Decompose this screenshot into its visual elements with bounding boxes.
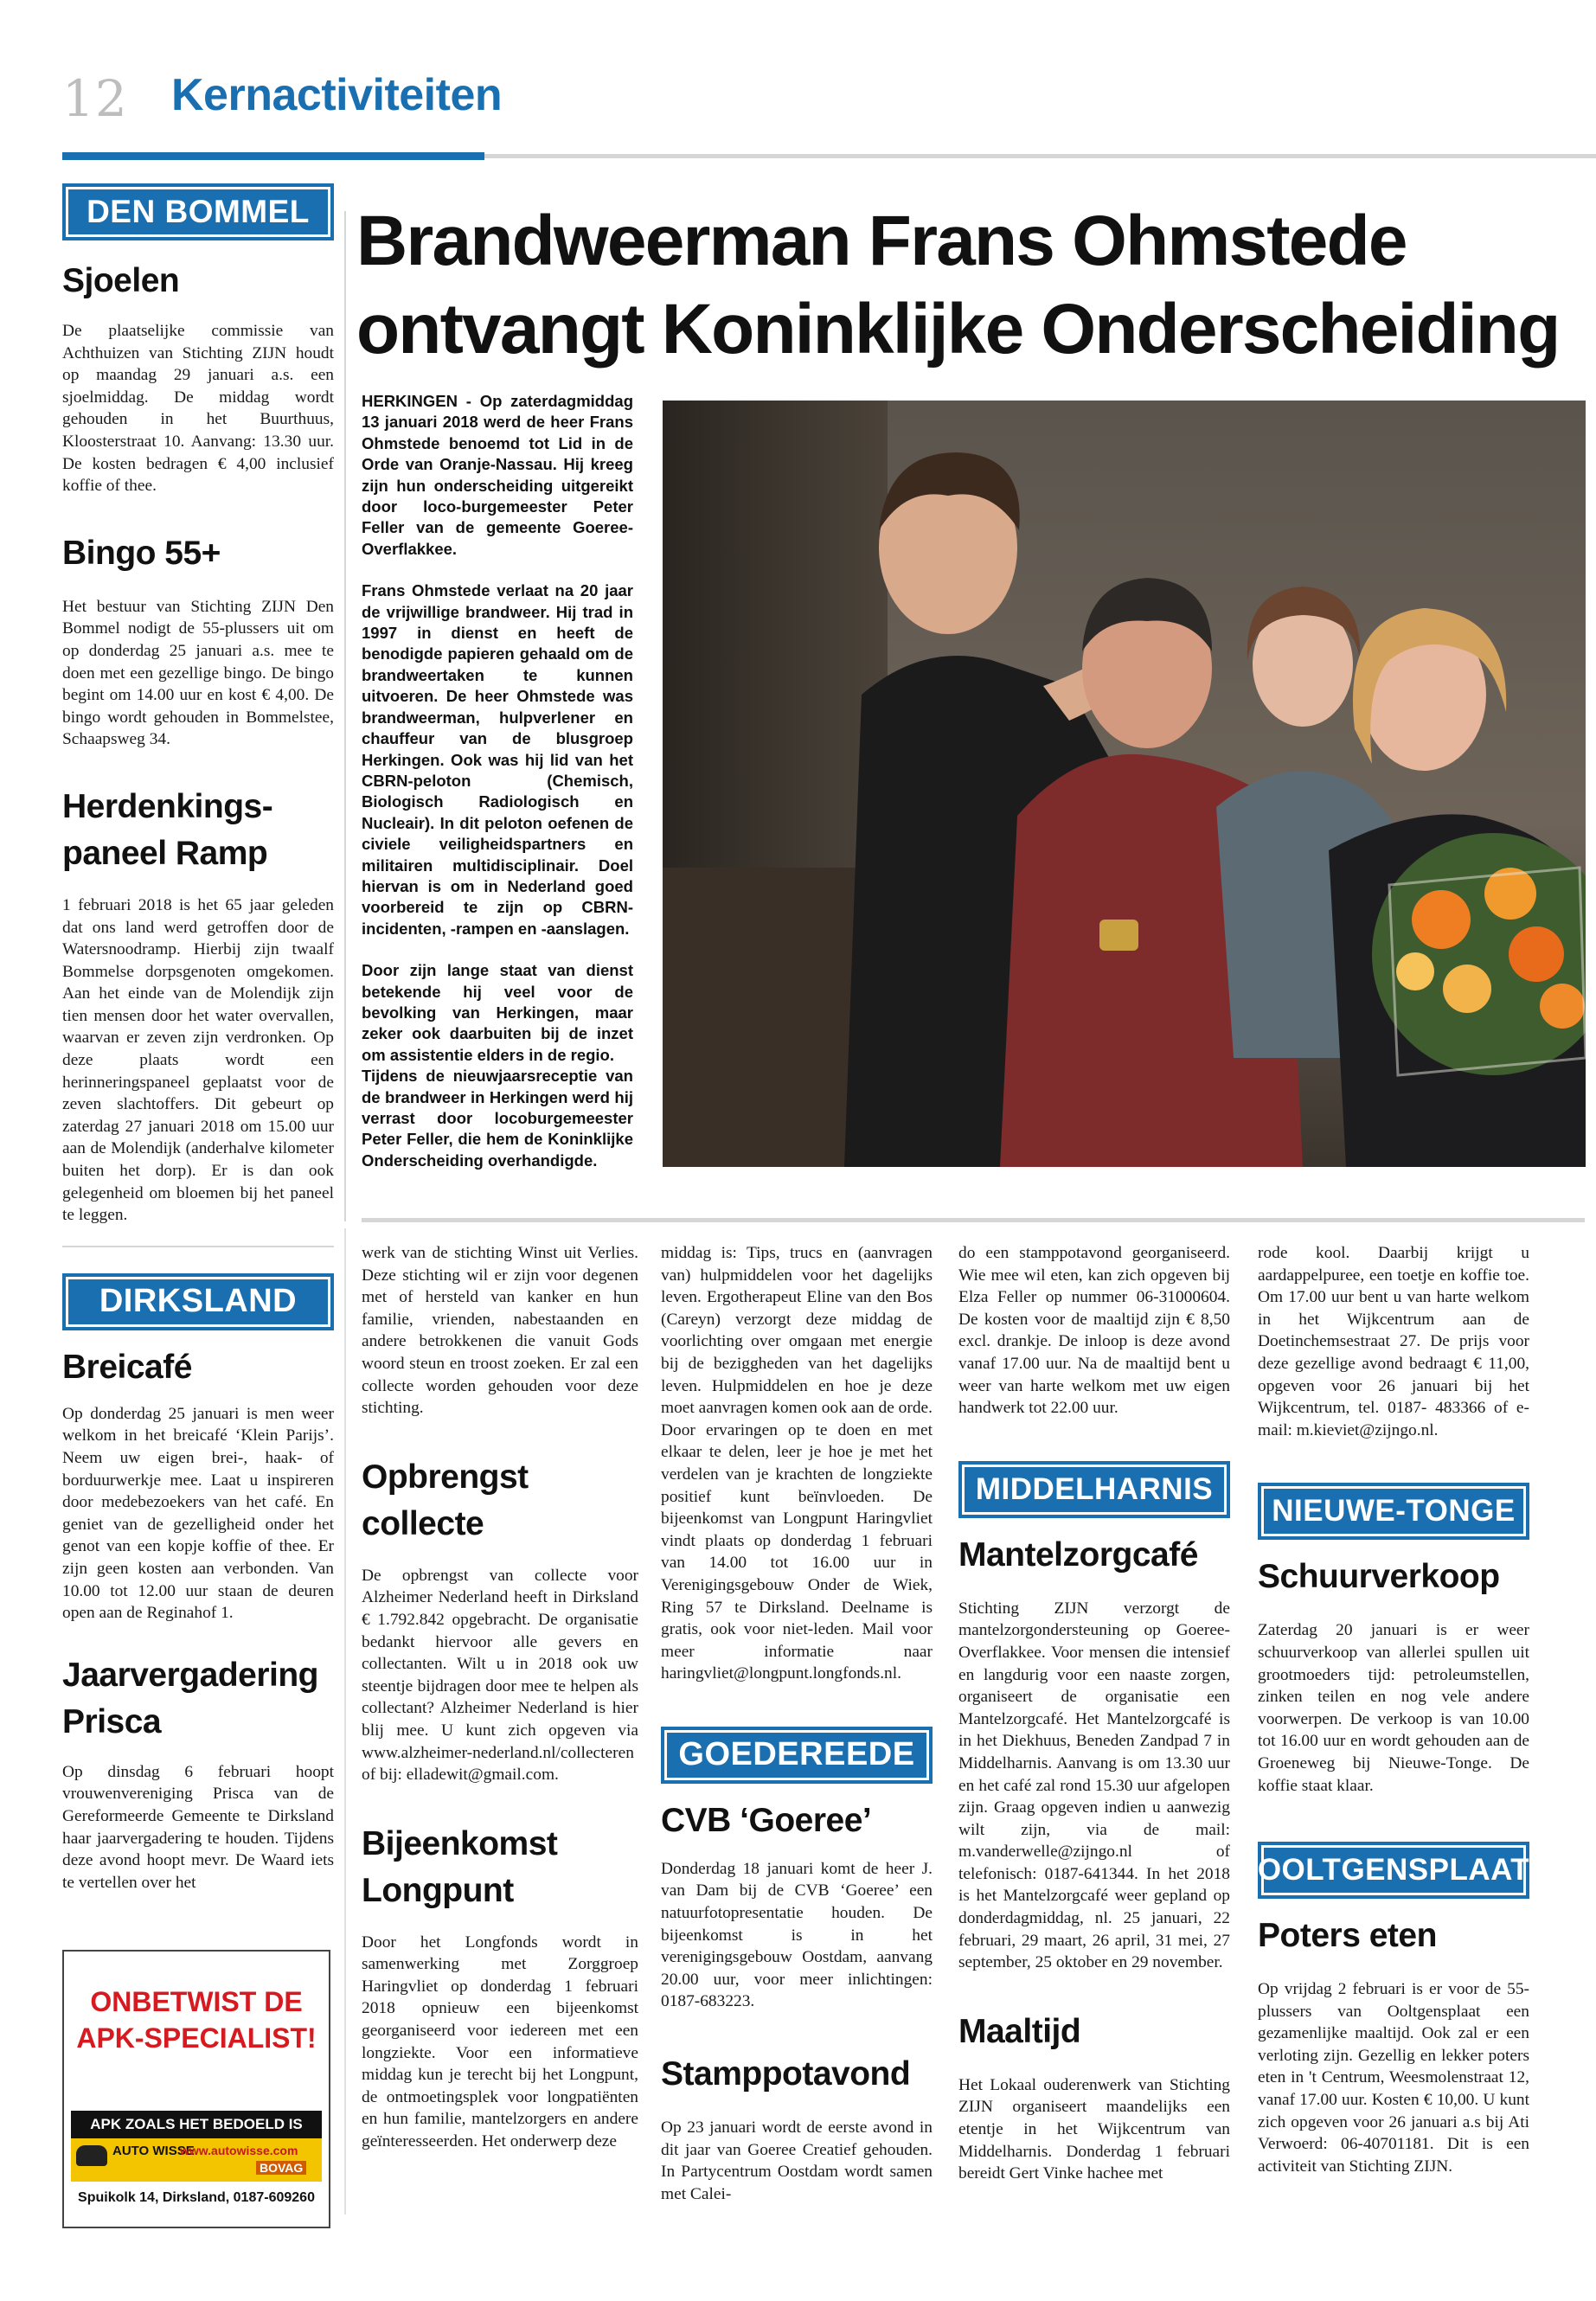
article-body-poters: Op vrijdag 2 februari is er voor de 55-plussers van Ooltgensplaat een gezamenlijke maaltijd. Ook zal er een verloting zijn. Gezellig en lekker poters eten in 't Centrum, Weesmolenstraat 12, vanaf 17.00 uur. Kosten € 10,00. U kunt zich opgeven voor 26 januari a.s bij Ati Verwoerd: 06-40701181. Dit is een activiteit van Stichting ZIJN.	[1258, 1980, 1529, 2176]
ad-brand: AUTO WISSE	[112, 2144, 195, 2158]
column-4	[958, 1242, 1230, 2185]
article-body-mantelzorg: Stichting ZIJN verzorgt de mantelzorgondersteuning op Goeree-Overflakkee. Voor mensen die intensief en langdurig voor een naaste zorgen, organiseert de organisatie een Mantelzorgcafé. Het Mantelzorgcafé is in het Diekhuus, Beneden Zandpad 7 in Middelharnis. Aanvang is om 13.30 uur en het café zal rond 15.30 uur afgelopen zijn. Graag opgeven indien u aanwezig wilt zijn, via de mail: m.vanderwelle@zijngo.nl of telefonisch: 0187-641344. In het 2018 is het Mantelzorgcafé weer gepland op donderdagmiddag, nl. 25 januari, 22 februari, 29 maart, 26 april, 31 mei, 27 september, 25 oktober en 29 november.	[958, 1599, 1230, 1972]
ad-partner: BOVAG	[256, 2161, 306, 2175]
continuation-text: do een stamppotavond georganiseerd. Wie mee wil eten, kan zich opgeven bij Elza Feller op nummer 06-31000604. De kosten voor de maaltijd zijn € 8,50 excl. drankje. De inloop is deze avond vanaf 17.00 uur. Na de maaltijd bent u weer van harte welkom met uw eigen handwerk tot 22.00 uur.	[958, 1244, 1230, 1418]
article-title-opbrengst-2: collecte	[362, 1504, 484, 1542]
headline-line-2: ontvangt Koninklijke Onderscheiding	[356, 290, 1560, 369]
article-body-herdenking: 1 februari 2018 is het 65 jaar geleden dat ons land werd getroffen door de Watersnoodramp. Hierbij zijn twaalf Bommelse dorpsgenoten omgekomen. Aan het einde van de Molendijk zijn tien mensen door het water overvallen, waarvan er zeven zijn verdronken. Op deze plaats wordt een herinneringspaneel geplaatst voor de zeven slachtoffers. Dit gebeurt op zaterdag 27 januari 2018 om 15.00 uur aan de Molendijk (anderhalve kilometer buiten het dorp). Er is dan ook gelegenheid om bloemen bij het paneel te leggen.	[62, 895, 334, 1225]
ad-banner: APK ZOALS HET BEDOELD IS	[71, 2111, 322, 2138]
body-paragraph: Tijdens de nieuwjaarsreceptie van de brandweer in Herkingen werd hij verrast door locoburgemeester Peter Feller, die hem de Koninklijke Onderscheiding overhandigde.	[362, 1067, 633, 1170]
continuation-text: rode kool. Daarbij krijgt u aardappelpuree, een toetje en koffie toe. Om 17.00 uur bent u van harte welkom in het Wijkcentrum aan de Doetinchemsestraat 27. De prijs voor deze gezellige avond bedraagt € 11,00, opgeven voor 26 januari bij het Wijkcentrum, tel. 0187- 483366 of e-mail: m.kieviet@zijngo.nl.	[1258, 1244, 1529, 1439]
article-title-bijeenkomst-1: Bijeenkomst	[362, 1824, 558, 1862]
column-rule	[344, 1228, 346, 2214]
article-title-poters: Poters eten	[1258, 1917, 1437, 1955]
article-title-stamppot: Stamppotavond	[661, 2055, 911, 2093]
header-rule-accent	[62, 152, 484, 160]
article-body-schuurverkoop: Zaterdag 20 januari is er weer schuurverkoop van allerlei spullen uit grootmoeders tijd: petroleumstellen, zinken teilen en nog vele andere voorwerpen. De verkoop is van 10.00 tot 16.00 uur en wordt gehouden aan de Groeneweg bij Nieuwe-Tonge. De koffie staat klaar.	[1258, 1621, 1529, 1795]
body-paragraph: Door zijn lange staat van dienst betekende hij veel voor de bevolking van Herkingen, maar zeker ook daarbuiten bij de inzet om assistentie elders in de regio.	[362, 961, 633, 1064]
article-title-cvb: CVB ‘Goeree’	[661, 1801, 872, 1839]
article-body-sjoelen: De plaatselijke commissie van Achthuizen van Stichting ZIJN houdt op maandag 29 januari a.s. een sjoelmiddag. De middag wordt gehouden in het Buurthuus, Kloosterstraat 10. Aanvang: 13.30 uur. De kosten bedragen € 4,00 inclusief koffie of thee.	[62, 322, 334, 496]
article-title-herdenking-1: Herdenkings-	[62, 787, 273, 825]
continuation-text: middag is: Tips, trucs en (aanvragen van) hulpmiddelen voor het dagelijks leven. Ergotherapeut Eline van den Bos (Careyn) verzorgt deze middag de voorlichting over omgaan met energie bij de beziggheden van het dagelijks leven. Hulpmiddelen en hoe je deze moet aanvragen komen ook aan de orde. Door ervaringen op te doen en met elkaar te delen, leer je hoe je met het verdelen van je krachten de longziekte positief kunt beïnvloeden. De bijeenkomst van Longpunt Haringvliet vindt plaats op donderdag 1 februari van 14.00 tot 16.00 uur in Verenigingsgebouw Onder de Wiek, Ring 57 te Dirksland. Deelname is gratis, ook voor niet-leden. Mail voor meer informatie naar haringvliet@longpunt.longfonds.nl.	[661, 1244, 933, 1683]
article-title-bingo: Bingo 55+	[62, 534, 221, 572]
header-rule	[484, 154, 1596, 158]
ad-brand-strip	[71, 2138, 322, 2182]
article-body-cvb: Donderdag 18 januari komt de heer J. van Dam bij de CVB ‘Goeree’ een natuurfotopresentatie houden. De bijeenkomst is in het verenigingsgebouw Oostdam, aanvang 20.00 uur, voor meer inlichtingen: 0187-683223.	[661, 1859, 933, 2011]
column-5	[1258, 1242, 1529, 2177]
article-title-jaarvergadering-2: Prisca	[62, 1702, 162, 1740]
ad-headline-2: APK-SPECIALIST!	[76, 2022, 317, 2054]
continuation-text: werk van de stichting Winst uit Verlies. Deze stichting wil er zijn voor degenen met of hersteld van kanker en hun familie, vrienden, nabestaanden en andere betrokkenen die vanuit Gods woord steun en troost zoeken. Er zal een collecte worden gehouden voor deze stichting.	[362, 1244, 638, 1418]
body-paragraph: Frans Ohmstede verlaat na 20 jaar de vrijwillige brandweer. Hij trad in 1997 in dienst en heeft de benodigde papieren gehaald om de brandweertaken te kunnen uitvoeren. De heer Ohmstede was brandweerman, hulpverlener en chauffeur van de blusgroep Herkingen. Ook was hij lid van het CBRN-peloton (Chemisch, Biologisch Radiologisch en Nucleair). In dit peloton oefenen de civiele veiligheidspartners en militairen multidisciplinair. Doel hiervan is om in Nederland goed voorbereid te zijn op CBRN-incidenten, -rampen en -aanslagen.	[362, 581, 633, 938]
article-body-stamppot: Op 23 januari wordt de eerste avond in dit jaar van Goeree Creatief gehouden. In Partycentrum Oostdam wordt samen met Calei-	[661, 2118, 933, 2203]
ad-headline-1: ONBETWIST DE	[90, 1986, 303, 2017]
article-title-sjoelen: Sjoelen	[62, 262, 180, 299]
article-photo	[663, 401, 1586, 1167]
article-title-breicafe: Breicafé	[62, 1348, 192, 1386]
headline-line-1: Brandweerman Frans Ohmstede	[356, 202, 1407, 280]
main-headline	[356, 197, 1585, 374]
region-goedereede: GOEDEREEDE	[661, 1727, 933, 1784]
region-nieuwe-tonge: NIEUWE-TONGE	[1258, 1483, 1529, 1540]
page-number: 12	[62, 69, 128, 128]
column-3	[661, 1242, 933, 2205]
main-article-body	[362, 391, 633, 1171]
car-icon	[76, 2145, 107, 2166]
article-title-opbrengst-1: Opbrengst	[362, 1458, 529, 1496]
column-rule	[344, 211, 346, 1221]
article-body-opbrengst: De opbrengst van collecte voor Alzheimer Nederland heeft in Dirksland € 1.792.842 opgebracht. De organisatie bedankt hiervoor alle gevers en collectanten. Wilt u in 2018 ook uw steentje bijdragen door mee te helpen als collectant? Alzheimer Nederland is hier blij mee. U kunt zich opgeven via www.alzheimer-nederland.nl/collecteren of bij: elladewit@gmail.com.	[362, 1566, 638, 1785]
region-ooltgensplaat: OOLTGENSPLAAT	[1258, 1842, 1529, 1899]
advertisement[interactable]	[62, 1950, 330, 2228]
divider	[62, 1246, 334, 1247]
article-title-schuurverkoop: Schuurverkoop	[1258, 1558, 1500, 1596]
ad-address: Spuikolk 14, Dirksland, 0187-609260	[78, 2190, 315, 2205]
article-body-breicafe: Op donderdag 25 januari is men weer welkom in het breicafé ‘Klein Parijs’. Neem uw eigen brei-, haak- of borduurwerkje mee. Laat u inspireren door medebezoekers van het café. En geniet van de gezelligheid onder het genot van een kopje koffie of thee. Er zijn geen kosten aan verbonden. Van 10.00 tot 12.00 uur staan de deuren open aan de Reginahof 1.	[62, 1404, 334, 1623]
article-title-jaarvergadering-1: Jaarvergadering	[62, 1656, 318, 1694]
article-body-bingo: Het bestuur van Stichting ZIJN Den Bommel nodigt de 55-plussers uit om op donderdag 25 januari a.s. mee te doen met een gezellige bingo. De bingo begint om 14.00 uur en kost € 4,00. De bingo wordt gehouden in Bommelstee, Schaapsweg 34.	[62, 597, 334, 749]
region-middelharnis: MIDDELHARNIS	[958, 1461, 1230, 1518]
article-title-mantelzorg: Mantelzorgcafé	[958, 1535, 1198, 1574]
left-column	[62, 183, 334, 1894]
article-divider	[362, 1218, 1585, 1222]
article-body-jaarvergadering: Op dinsdag 6 februari hoopt vrouwenvereniging Prisca van de Gereformeerde Gemeente te Dirksland haar jaarvergadering te houden. Tijdens deze avond hoopt mevr. De Waard iets te vertellen over het	[62, 1762, 334, 1892]
column-2	[362, 1242, 638, 2153]
article-body-maaltijd: Het Lokaal ouderenwerk van Stichting ZIJN organiseert maandelijks een etentje in het Wijkcentrum van Middelharnis. Donderdag 1 februari bereidt Gert Vinke hachee met	[958, 2075, 1230, 2183]
ad-website: www.autowisse.com	[180, 2144, 298, 2157]
article-title-herdenking-2: paneel Ramp	[62, 834, 268, 872]
section-title: Kernactiviteiten	[171, 70, 503, 120]
article-body-bijeenkomst: Door het Longfonds wordt in samenwerking met Zorggroep Haringvliet op donderdag 1 februari 2018 opnieuw een bijeenkomst georganiseerd voor iedereen met een longziekte. Voor een informatieve middag kun je terecht bij het Longpunt, de ontmoetingsplek voor longpatiënten en hun familie, mantelzorgers en andere geïnteresseerden. Het onderwerp deze	[362, 1932, 638, 2151]
intro-paragraph: HERKINGEN - Op zaterdagmiddag 13 januari 2018 werd de heer Frans Ohmstede benoemd tot Lid in de Orde van Oranje-Nassau. Hij kreeg zijn hun onderscheiding uitgereikt door loco-burgemeester Peter Feller van de gemeente Goeree-Overflakkee.	[362, 392, 633, 558]
photo-illustration	[663, 401, 1586, 1167]
article-title-maaltijd: Maaltijd	[958, 2012, 1081, 2050]
article-title-bijeenkomst-2: Longpunt	[362, 1871, 514, 1909]
region-dirksland: DIRKSLAND	[62, 1273, 334, 1330]
region-den-bommel: DEN BOMMEL	[62, 183, 334, 240]
